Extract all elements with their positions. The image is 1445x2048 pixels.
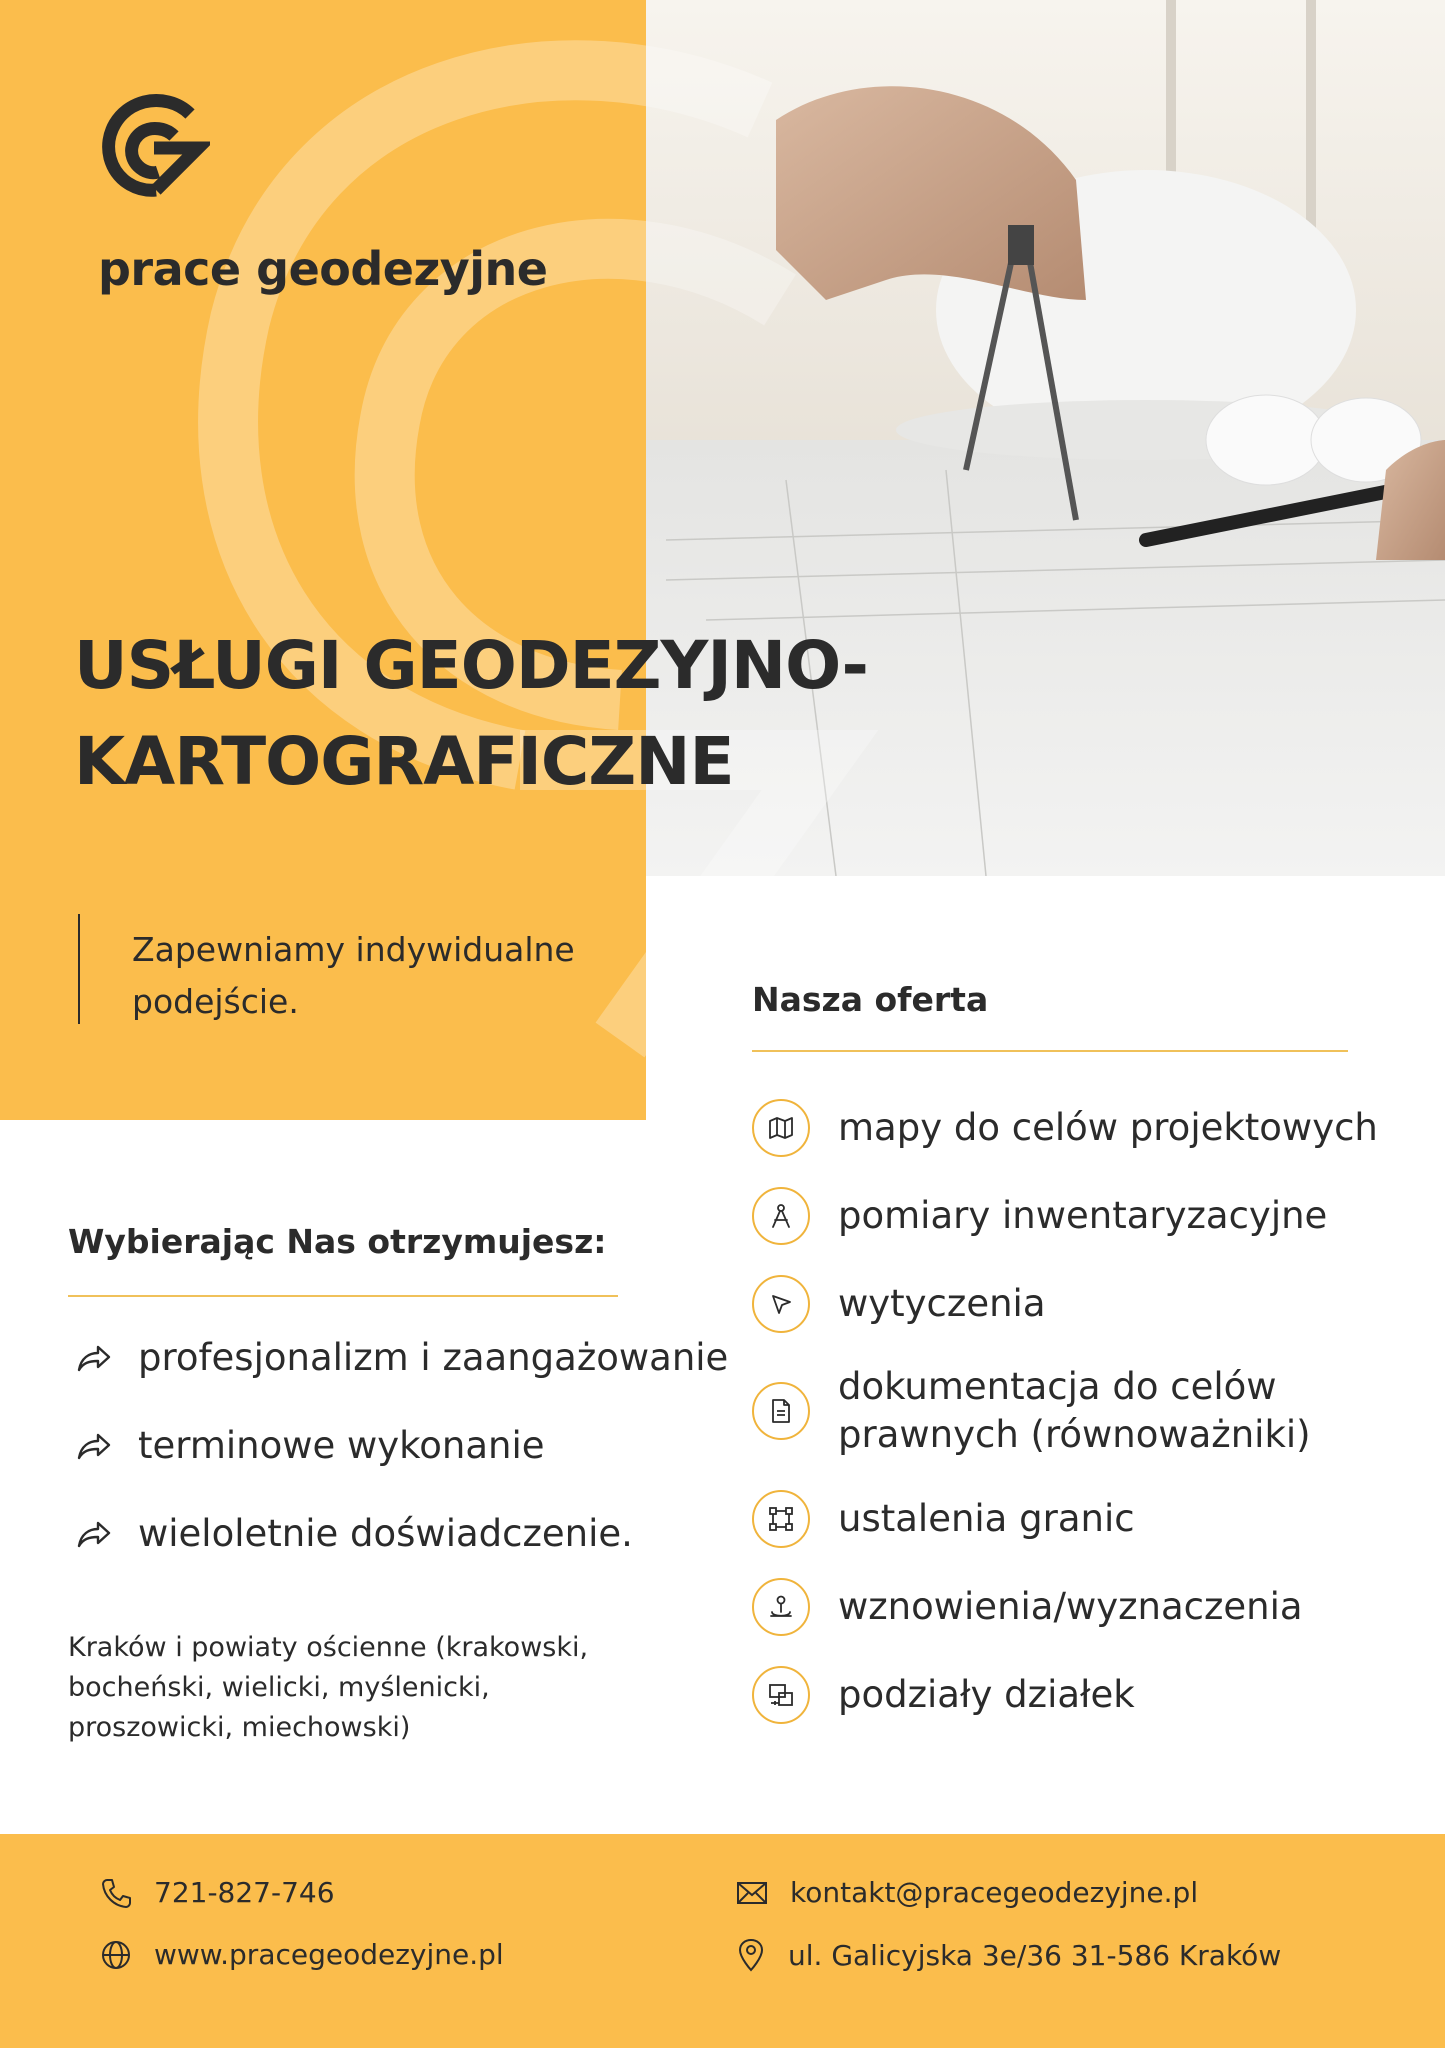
page-title — [74, 618, 868, 810]
offer-item — [752, 1099, 1378, 1157]
tagline — [132, 924, 575, 1028]
benefits-divider — [68, 1295, 618, 1297]
offer-label: mapy do celów projektowych — [838, 1106, 1378, 1149]
anchor-point-icon — [752, 1578, 810, 1636]
benefits-title: Wybierając Nas otrzymujesz: — [68, 1222, 607, 1261]
benefit-label: terminowe wykonanie — [138, 1424, 545, 1467]
contact-website[interactable] — [100, 1938, 504, 1971]
globe-icon — [100, 1939, 132, 1971]
offer-divider — [752, 1050, 1348, 1052]
contact-address — [736, 1938, 1281, 1972]
offer-label-line-1: dokumentacja do celów — [838, 1365, 1277, 1408]
map-icon — [752, 1099, 810, 1157]
benefit-item — [76, 1512, 633, 1555]
footer — [0, 1834, 1445, 2048]
offer-item — [752, 1187, 1327, 1245]
contact-email[interactable] — [736, 1876, 1198, 1909]
email-link[interactable]: kontakt@pracegeodezyjne.pl — [790, 1876, 1199, 1909]
brand-name: prace geodezyjne — [98, 242, 548, 296]
service-region — [68, 1628, 588, 1748]
benefit-label: wieloletnie doświadczenie. — [138, 1512, 633, 1555]
share-arrow-icon — [76, 1431, 112, 1461]
offer-label — [838, 1363, 1311, 1459]
offer-title: Nasza oferta — [752, 980, 989, 1019]
offer-item — [752, 1578, 1303, 1636]
tagline-line-2: podejście. — [132, 982, 299, 1021]
benefit-label: profesjonalizm i zaangażowanie — [138, 1336, 729, 1379]
page-title-line-2: KARTOGRAFICZNE — [74, 723, 734, 800]
offer-item — [752, 1363, 1311, 1459]
offer-label-line-2: prawnych (równoważniki) — [838, 1413, 1311, 1456]
share-arrow-icon — [76, 1519, 112, 1549]
region-line-1: Kraków i powiaty ościenne (krakowski, — [68, 1632, 589, 1663]
address-text: ul. Galicyjska 3e/36 31-586 Kraków — [788, 1938, 1282, 1972]
offer-label: wznowienia/wyznaczenia — [838, 1585, 1303, 1628]
phone-number[interactable]: 721-827-746 — [154, 1876, 335, 1909]
boundary-icon — [752, 1490, 810, 1548]
document-icon — [752, 1382, 810, 1440]
offer-item — [752, 1666, 1135, 1724]
envelope-icon — [736, 1880, 768, 1906]
region-line-2: bocheński, wielicki, myślenicki, — [68, 1672, 490, 1703]
location-pin-icon — [736, 1938, 766, 1972]
offer-label: pomiary inwentaryzacyjne — [838, 1194, 1328, 1237]
page-title-line-1: USŁUGI GEODEZYJNO- — [74, 627, 868, 704]
contact-phone[interactable] — [100, 1876, 335, 1909]
region-line-3: proszowicki, miechowski) — [68, 1712, 411, 1743]
plot-division-icon — [752, 1666, 810, 1724]
offer-label: wytyczenia — [838, 1282, 1046, 1325]
quote-bar — [78, 914, 80, 1024]
benefit-item — [76, 1424, 545, 1467]
benefit-item — [76, 1336, 728, 1379]
offer-label: ustalenia granic — [838, 1497, 1135, 1540]
compass-icon — [752, 1187, 810, 1245]
offer-item — [752, 1275, 1046, 1333]
tagline-line-1: Zapewniamy indywidualne — [132, 930, 575, 969]
cursor-icon — [752, 1275, 810, 1333]
phone-icon — [100, 1877, 132, 1909]
offer-label: podziały działek — [838, 1673, 1135, 1716]
website-link[interactable]: www.pracegeodezyjne.pl — [154, 1938, 504, 1971]
brand-logo-icon — [98, 92, 210, 212]
share-arrow-icon — [76, 1343, 112, 1373]
offer-item — [752, 1490, 1135, 1548]
